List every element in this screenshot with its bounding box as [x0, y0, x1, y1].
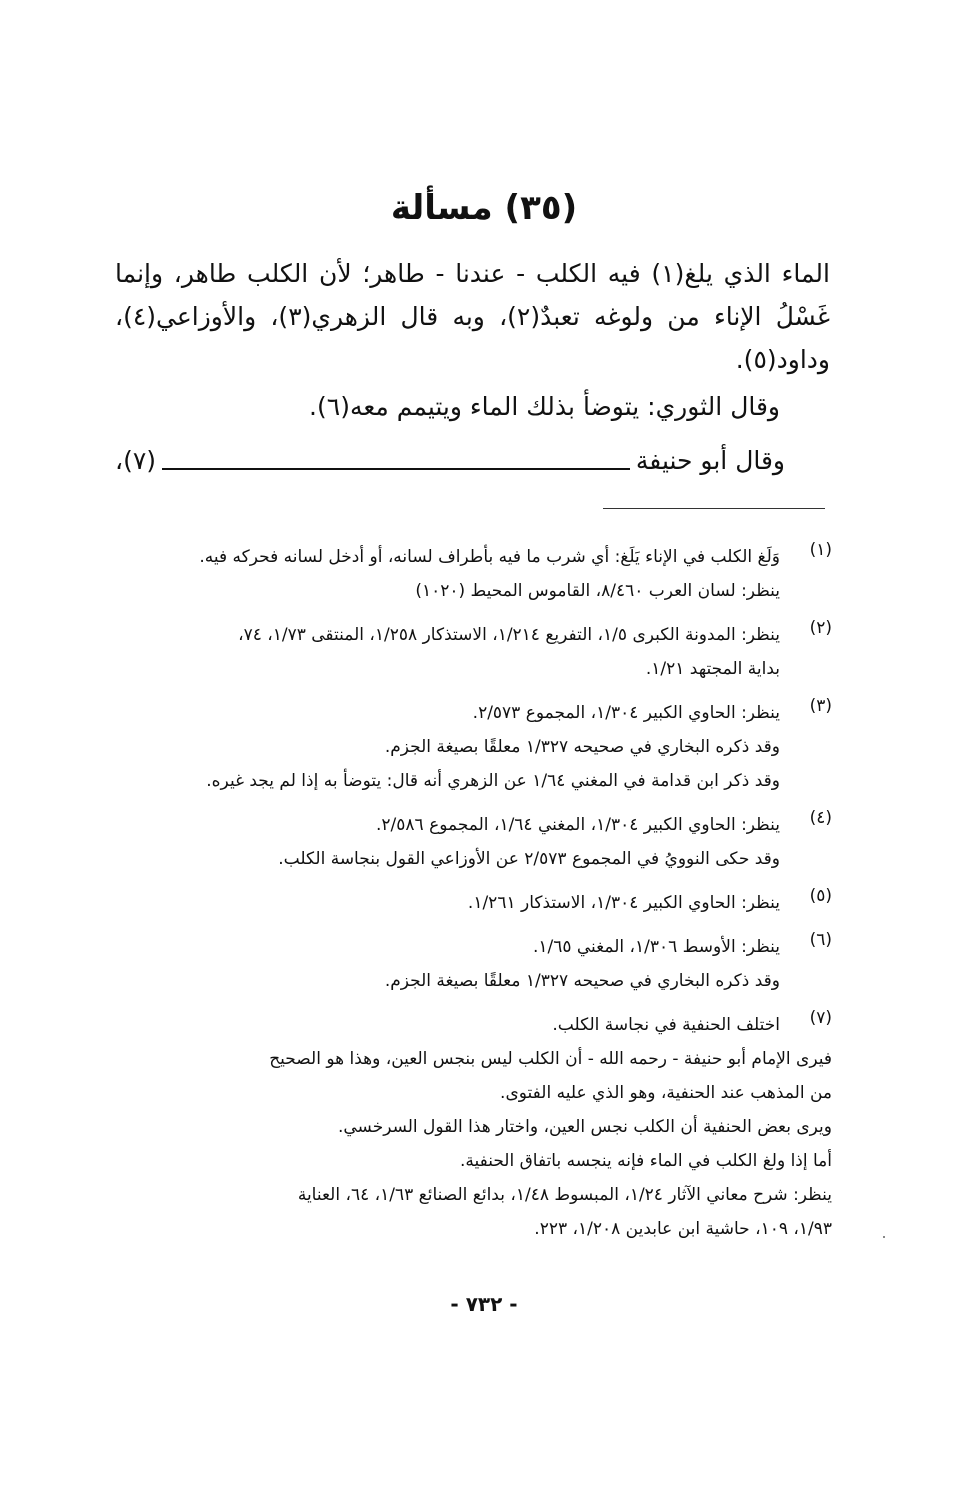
footnote-number: (٤) [809, 808, 832, 828]
footnote-separator [603, 508, 825, 509]
footnote-line: ينظر: الحاوي الكبير ١/٣٠٤، المجموع ٢/٥٧٣. [472, 703, 780, 723]
footnote-number: (٧) [809, 1008, 832, 1028]
footnote-line: وقد حكى النوويُ في المجموع ٢/٥٧٣ عن الأوزاعي القول بنجاسة الكلب. [278, 849, 780, 869]
footnote-line: فيرى الإمام أبو حنيفة - رحمه الله - أن الكلب ليس بنجس العين، وهذا هو الصحيح [269, 1049, 832, 1069]
footnote-number: (٣) [809, 696, 832, 716]
footnote-number: (٥) [809, 886, 832, 906]
footnote-line: ويرى بعض الحنفية أن الكلب نجس العين، واختار هذا القول السرخسي. [337, 1117, 832, 1137]
footnote-line: ينظر: الأوسط ١/٣٠٦، المغني ١/٦٥. [532, 937, 780, 957]
footnote-line: ينظر: المدونة الكبرى ١/٥، التفريع ١/٢١٤، الاستذكار ١/٢٥٨، المنتقى ١/٧٣، ٧٤، [238, 625, 780, 645]
footnote-line: وقد ذكره البخاري في صحيحه ١/٣٢٧ معلقًا بصيغة الجزم. [384, 737, 780, 757]
footnote-line: ينظر: الحاوي الكبير ١/٣٠٤، المغني ١/٦٤، المجموع ٢/٥٨٦. [376, 815, 780, 835]
footnote-line: ١/٩٣، ١٠٩، حاشية ابن عابدين ١/٢٠٨، ٢٢٣. [534, 1219, 832, 1239]
footnote-line: ينظر: شرح معاني الآثار ١/٢٤، المبسوط ١/٤٨، بدائع الصنائع ١/٦٣، ٦٤، العناية [297, 1185, 832, 1205]
footnotes [112, 540, 832, 1256]
abu-hanifa-opinion [115, 446, 785, 475]
footnote [112, 696, 832, 798]
footnote-number: (٦) [809, 930, 832, 950]
footnote [112, 540, 832, 608]
footnote-line: اختلف الحنفية في نجاسة الكلب. [552, 1015, 780, 1035]
footnote [112, 930, 832, 998]
footnote [112, 618, 832, 686]
main-paragraph: الماء الذي يلغ(١) فيه الكلب - عندنا - طاهر؛ لأن الكلب طاهر، وإنما غَسْلُ الإناء من ولوغه تعبدٌ(٢)، وبه قال الزهري(٣)، والأوزاعي(٤)، وداود(٥). [115, 259, 831, 374]
footnote-line: أما إذا ولغ الكلب في الماء فإنه ينجسه باتفاق الحنفية. [459, 1151, 832, 1171]
kashida-line [162, 468, 630, 470]
footnote [112, 886, 832, 920]
page-number: - ٧٣٢ - [450, 1292, 518, 1316]
issue-title: (٣٥) مسألة [390, 188, 578, 228]
footnote-line: ينظر: الحاوي الكبير ١/٣٠٤، الاستذكار ١/٢٦١. [467, 893, 780, 913]
thawri-opinion: وقال الثوري: يتوضأ بذلك الماء ويتيمم معه(٦). [309, 392, 780, 421]
footnote [112, 1008, 832, 1246]
footnote-number: (٢) [809, 618, 832, 638]
abu-hanifa-text: وقال أبو حنيفة [635, 446, 785, 475]
footnote-line: من المذهب عند الحنفية، وهو الذي عليه الفتوى. [500, 1083, 832, 1103]
footnote-line: بداية المجتهد ١/٢١. [645, 659, 780, 679]
scan-speck [883, 1236, 885, 1238]
footnote [112, 808, 832, 876]
footnote-line: ينظر: لسان العرب ٨/٤٦٠، القاموس المحيط (١٠٢٠) [415, 581, 780, 601]
footnote-line: وقد ذكر ابن قدامة في المغني ١/٦٤ عن الزهري أنه قال: يتوضأ به إذا لم يجد غيره. [206, 771, 780, 791]
abu-hanifa-footnote-ref: (٧)، [115, 446, 157, 475]
footnote-line: وَلَغ الكلب في الإناء يَلَغ: أي شرب ما فيه بأطراف لسانه، أو أدخل لسانه فحركه فيه. [199, 547, 780, 567]
footnote-number: (١) [809, 540, 832, 560]
footnote-line: وقد ذكره البخاري في صحيحه ١/٣٢٧ معلقًا بصيغة الجزم. [384, 971, 780, 991]
